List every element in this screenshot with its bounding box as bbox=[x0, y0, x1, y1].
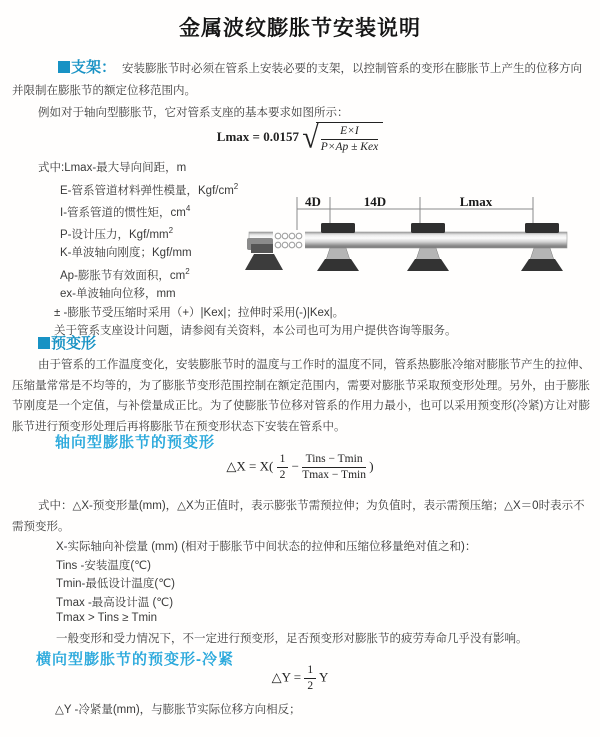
half-fraction: $\frac{1}{2}$ bbox=[304, 664, 316, 693]
predeform-section-heading bbox=[38, 332, 102, 353]
plusminus-note-line: ± -膨胀节受压缩时采用（+）|Kex|；拉伸时采用(-)|Kex|。 bbox=[54, 306, 345, 319]
tmax-line: Tmax -最高设计温 (℃) bbox=[56, 597, 174, 609]
support-paragraph bbox=[12, 57, 590, 102]
pipe-support-diagram bbox=[245, 192, 590, 280]
support-example-line: 例如对于轴向型膨胀节，它对管系支座的基本要求如图所示： bbox=[38, 107, 349, 119]
definition-text: E-管系管道材料弹性模量，Kgf/cm bbox=[60, 184, 234, 197]
axial-formula-suffix: ) bbox=[369, 458, 374, 474]
support-intro-text: 安装膨胀节时必须在管系上安装必要的支架，以控制管系的变形在膨胀节上产生的位移方向并限制在膨胀节的额定位移范围内。 bbox=[12, 63, 583, 97]
consult-note-line: 关于管系支座设计问题，请参阅有关资料，本公司也可为用户提供咨询等服务。 bbox=[54, 325, 457, 338]
definition-line-lmax bbox=[38, 159, 457, 178]
temperature-fraction: $\frac{\text{Tins − Tmin}}{Tmax - Tmin}$ bbox=[302, 453, 366, 481]
minus-sign: − bbox=[291, 458, 299, 474]
axial-subheading: 轴向型膨胀节的预变形 bbox=[55, 434, 216, 451]
dim-label-14d: 14D bbox=[363, 194, 387, 209]
definition-text: P-设计压力，Kgf/mm bbox=[60, 228, 169, 241]
dim-label-4d: 4D bbox=[305, 194, 321, 209]
sqrt-radical-icon: √ bbox=[302, 120, 319, 155]
tins-line: Tins -安装温度(℃) bbox=[56, 560, 151, 572]
definition-text: K-单波轴向刚度；Kgf/mm bbox=[60, 247, 192, 260]
lmax-formula-numerator: E×I bbox=[321, 125, 379, 140]
tmin-line: Tmin-最低设计温度(℃) bbox=[56, 578, 175, 590]
predeform-note-line: 一般变形和受力情况下，不一定进行预变形，足否预变形对膨胀节的疲劳寿命几乎没有影响。 bbox=[56, 633, 528, 645]
axial-formula-prefix: △X = X( bbox=[226, 458, 274, 474]
lateral-subheading: 横向型膨胀节的预变形-冷紧 bbox=[36, 651, 234, 668]
predeform-paragraph: 由于管系的工作温度变化，安装膨胀节时的温度与工作时的温度不同，管系热膨胀冷缩对膨胀节产生的拉伸、压缩量常常是不均等的，为了膨胀节变形范围控制在额定范围内，需要对膨胀节采取预变形处理。另外，由于膨胀节刚度是一个定值，与补偿量成正比。为了使膨胀节位移对管系的作用力最小，也可以采用预变形(冷紧)方让对膨胀节进行预变形处理后再将膨胀节在预变形状态下安装在管系中。 bbox=[12, 359, 590, 433]
unit-superscript: 2 bbox=[185, 266, 190, 276]
sqrt-content bbox=[316, 122, 384, 154]
unit-superscript: 2 bbox=[233, 181, 239, 191]
half-fraction: $\frac{1}{2}$ bbox=[277, 453, 289, 482]
x-definition-line: X-实际轴向补偿量 (mm) (相对于膨胀节中间状态的拉伸和压缩位移量绝对值之和)： bbox=[56, 541, 477, 553]
lateral-formula-prefix: △Y = bbox=[271, 669, 302, 685]
definitions-intro: 式中: bbox=[38, 162, 65, 174]
lmax-formula bbox=[0, 122, 600, 154]
bellows-icon bbox=[273, 230, 305, 250]
predeform-heading-text: 预变形 bbox=[51, 335, 97, 352]
definition-text: I-管系管道的惯性矩，cm bbox=[60, 206, 186, 219]
lateral-formula-suffix: Y bbox=[318, 669, 329, 685]
support-section-label: 支架： bbox=[71, 59, 117, 76]
definition-line-ex bbox=[38, 285, 457, 304]
section-square-icon bbox=[38, 337, 50, 349]
lateral-formula bbox=[35, 664, 565, 693]
lmax-formula-denominator: P×Ap ± Kex bbox=[320, 141, 379, 153]
page-title: 金属波纹膨胀节安装说明 bbox=[179, 17, 421, 40]
dy-definition-line: △Y -冷紧量(mm)，与膨胀节实际位移方向相反； bbox=[55, 704, 301, 716]
unit-superscript: 2 bbox=[168, 226, 174, 236]
axial-formula bbox=[35, 453, 565, 482]
definition-text: Lmax-最大导向间距，m bbox=[64, 162, 187, 174]
unit-superscript: 4 bbox=[185, 203, 191, 213]
lmax-formula-lhs: Lmax = 0.0157 bbox=[216, 128, 299, 144]
dim-label-lmax: Lmax bbox=[459, 194, 493, 209]
temperature-order-line: Tmax > Tins ≥ Tmin bbox=[56, 612, 157, 624]
section-square-icon bbox=[58, 61, 70, 73]
definition-text: Ap-膨胀节有效面积，cm bbox=[60, 269, 186, 282]
definition-text: ex-单波轴向位移，mm bbox=[60, 288, 176, 301]
axial-shizhong-paragraph: 式中：△X-预变形量(mm)，△X为正值时，表示膨张节需预拉伸；为负值时，表示需预压缩；△X＝0时表示不需预变形。 bbox=[12, 500, 585, 533]
